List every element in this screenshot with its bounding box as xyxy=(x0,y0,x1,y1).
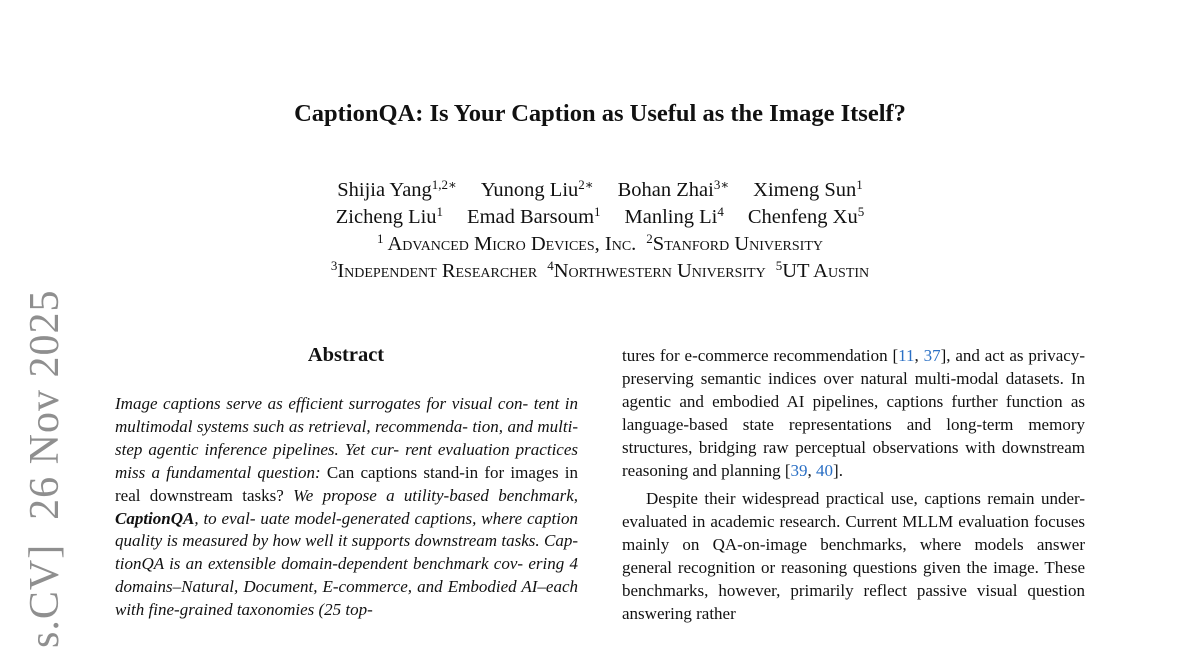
affiliation-row-2 xyxy=(0,258,1200,285)
paragraph: Despite their widespread practical use, captions remain under-evaluated in academic research. Current MLLM evaluation focuses mainly on QA-on-image benchmarks, where models answer general recognition or reasoning questions given the image. These benchmarks, however, primarily reflect passive visual question answering rather xyxy=(622,488,1085,624)
benchmark-name: CaptionQA xyxy=(115,508,195,528)
author: Yunong Liu$^{2∗}$ xyxy=(480,177,594,201)
author-row-2 xyxy=(0,204,1200,231)
affiliation: $^1$ Advanced Micro Devices, Inc. xyxy=(376,231,637,255)
citation-link[interactable]: 40 xyxy=(816,461,834,481)
arxiv-date: 26 Nov 2025 xyxy=(22,289,68,520)
affiliation: $^5$UT Austin xyxy=(775,258,870,282)
abstract-heading: Abstract xyxy=(307,344,385,366)
author: Ximeng Sun$^1$ xyxy=(753,177,863,201)
author: Shijia Yang$^{1,2∗}$ xyxy=(337,177,457,201)
author: Chenfeng Xu$^5$ xyxy=(747,204,865,228)
author-block xyxy=(0,177,1200,285)
author: Bohan Zhai$^{3∗}$ xyxy=(617,177,730,201)
citation-link[interactable]: 37 xyxy=(923,346,941,365)
paragraph: tures for e-commerce recommendation [11, 37], and act as privacy-preserving semantic indices over natural multi-modal datasets. In agentic and embodied AI pipelines, captions further function as language-based state representations and long-term memory structures, bridging raw perceptual observations with downstream reasoning and planning [39, 40]. xyxy=(622,346,1085,481)
author: Zicheng Liu$^1$ xyxy=(335,204,444,228)
arxiv-side-stamp xyxy=(20,289,70,648)
author: Emad Barsoum$^1$ xyxy=(467,204,601,228)
citation-link[interactable]: 39 xyxy=(790,461,808,481)
author: Manling Li$^4$ xyxy=(624,204,724,228)
affiliation-row-1 xyxy=(0,231,1200,258)
arxiv-category: s.CV] xyxy=(22,543,68,648)
affiliation: $^3$Independent Researcher xyxy=(330,258,538,282)
abstract-text: Image captions serve as efficient surrogates for visual con- tent in multimodal systems such as retrieval, recommenda- tion, and multi-step agentic inference pipelines. Yet cur- rent evaluation practices miss a fundamental question: Can captions stand-in for images in real downstream tasks? We propose a utility-based benchmark, CaptionQA, to eval- uate model-generated captions, where caption quality is measured by how well it supports downstream tasks. Cap- tionQA is an extensible domain-dependent benchmark cov- ering 4 domains–Natural, Document, E-commerce, and Embodied AI–each with fine-grained taxonomies (25 top- xyxy=(115,394,579,620)
citation-link[interactable]: 11 xyxy=(898,346,915,365)
intro-right-column xyxy=(622,344,1085,625)
author-row-1 xyxy=(0,177,1200,204)
affiliation: $^4$Northwestern University xyxy=(547,258,766,282)
affiliation: $^2$Stanford University xyxy=(646,231,824,255)
paper-title: CaptionQA: Is Your Caption as Useful as the Image Itself? xyxy=(294,100,906,127)
